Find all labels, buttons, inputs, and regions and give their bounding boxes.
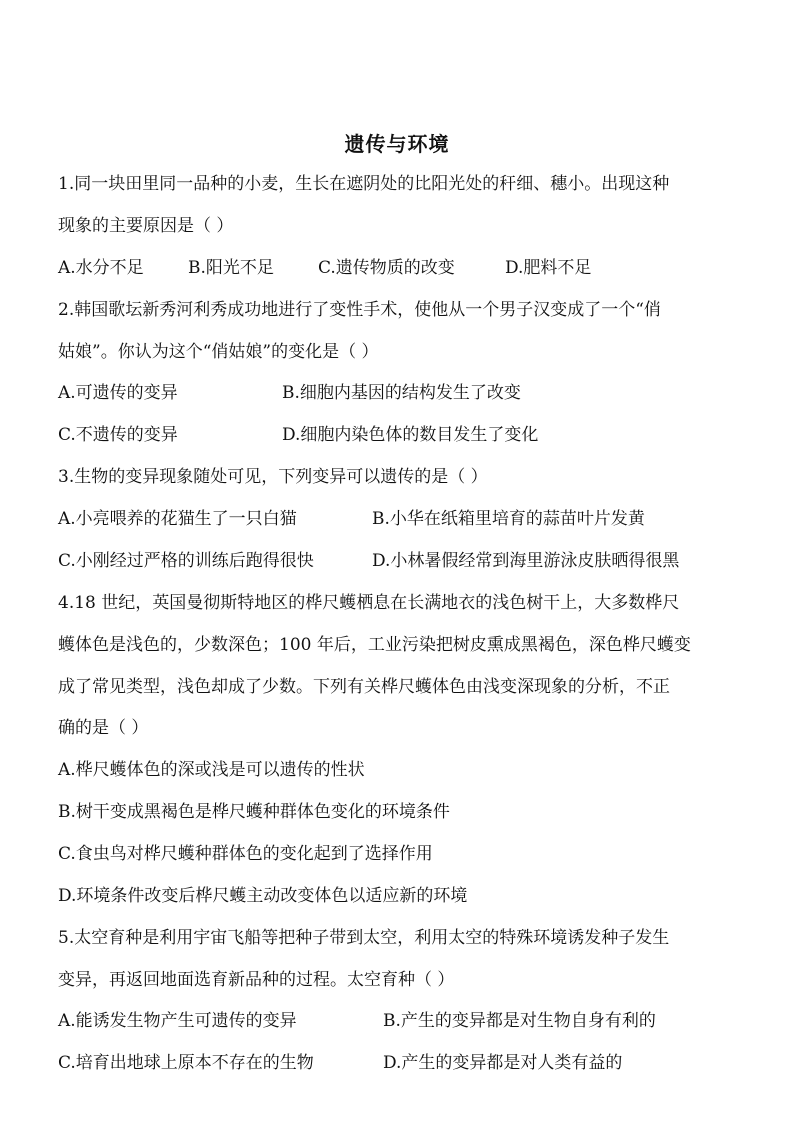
- q2-option-b: B.细胞内基因的结构发生了改变: [282, 383, 521, 403]
- q4-option-d: D.环境条件改变后桦尺蠖主动改变体色以适应新的环境: [58, 886, 468, 906]
- q2-stem-line1: 2.韩国歌坛新秀河利秀成功地进行了变性手术，使他从一个男子汉变成了一个“俏: [58, 300, 661, 320]
- q4-stem-line3: 成了常见类型，浅色却成了少数。下列有关桦尺蠖体色由浅变深现象的分析，不正: [58, 677, 670, 697]
- document-title: 遗传与环境: [344, 132, 450, 156]
- q3-option-a: A.小亮喂养的花猫生了一只白猫: [58, 509, 297, 529]
- q1-option-b: B.阳光不足: [188, 258, 274, 278]
- q2-option-c: C.不遗传的变异: [58, 425, 178, 445]
- q4-stem-line4: 确的是（ ）: [58, 718, 149, 738]
- q5-option-a: A.能诱发生物产生可遗传的变异: [58, 1011, 297, 1031]
- q1-stem-line2: 现象的主要原因是（ ）: [58, 216, 234, 236]
- q4-option-c: C.食虫鸟对桦尺蠖种群体色的变化起到了选择作用: [58, 844, 433, 864]
- q4-stem-line2: 蠖体色是浅色的，少数深色；100 年后，工业污染把树皮熏成黑褐色，深色桦尺蠖变: [58, 635, 691, 655]
- q4-option-a: A.桦尺蠖体色的深或浅是可以遗传的性状: [58, 760, 365, 780]
- q5-stem-line2: 变异，再返回地面选育新品种的过程。太空育种（ ）: [58, 970, 455, 990]
- q3-stem-line1: 3.生物的变异现象随处可见，下列变异可以遗传的是（ ）: [58, 467, 488, 487]
- q3-option-c: C.小刚经过严格的训练后跑得很快: [58, 551, 314, 571]
- q3-option-b: B.小华在纸箱里培育的蒜苗叶片发黄: [372, 509, 645, 529]
- q2-option-a: A.可遗传的变异: [58, 383, 178, 403]
- q4-option-b: B.树干变成黑褐色是桦尺蠖种群体色变化的环境条件: [58, 802, 450, 822]
- q2-stem-line2: 姑娘”。你认为这个“俏姑娘”的变化是（ ）: [58, 342, 379, 362]
- q3-option-d: D.小林暑假经常到海里游泳皮肤晒得很黑: [372, 551, 680, 571]
- q1-option-a: A.水分不足: [58, 258, 144, 278]
- q2-option-d: D.细胞内染色体的数目发生了变化: [282, 425, 539, 445]
- q5-option-c: C.培育出地球上原本不存在的生物: [58, 1053, 314, 1073]
- q1-stem-line1: 1.同一块田里同一品种的小麦，生长在遮阴处的比阳光处的秆细、穗小。出现这种: [58, 174, 670, 194]
- q5-option-d: D.产生的变异都是对人类有益的: [383, 1053, 623, 1073]
- q5-stem-line1: 5.太空育种是利用宇宙飞船等把种子带到太空，利用太空的特殊环境诱发种子发生: [58, 928, 670, 948]
- q4-stem-line1: 4.18 世纪，英国曼彻斯特地区的桦尺蠖栖息在长满地衣的浅色树干上，大多数桦尺: [58, 593, 680, 613]
- q5-option-b: B.产生的变异都是对生物自身有利的: [383, 1011, 656, 1031]
- q1-option-c: C.遗传物质的改变: [318, 258, 455, 278]
- q1-option-d: D.肥料不足: [505, 258, 592, 278]
